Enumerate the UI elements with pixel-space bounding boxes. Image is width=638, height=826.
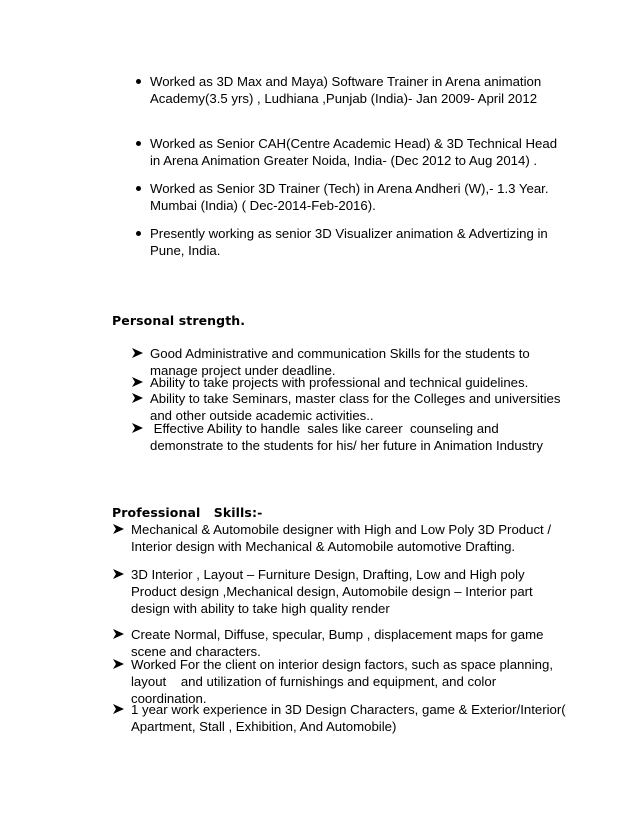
arrow-bullet-icon	[113, 569, 124, 579]
experience-line: Presently working as senior 3D Visualizer animation & Advertizing in	[150, 226, 548, 241]
strength-line: manage project under deadline.	[150, 363, 336, 378]
arrow-bullet-icon	[132, 377, 143, 387]
skill-line: 1 year work experience in 3D Design Characters, game & Exterior/Interior(	[131, 702, 566, 717]
strength-line: Good Administrative and communication Skills for the students to	[150, 346, 530, 361]
skill-line: 3D Interior , Layout – Furniture Design, Drafting, Low and High poly	[131, 567, 525, 582]
bullet-icon	[136, 231, 141, 236]
experience-line: Mumbai (India) ( Dec-2014-Feb-2016).	[150, 198, 376, 213]
skill-line: Create Normal, Diffuse, specular, Bump , displacement maps for game	[131, 627, 544, 642]
strength-line: demonstrate to the students for his/ her future in Animation Industry	[150, 438, 543, 453]
experience-line: Worked as Senior 3D Trainer (Tech) in Arena Andheri (W),- 1.3 Year.	[150, 181, 549, 196]
bullet-icon	[136, 141, 141, 146]
personal-strength-heading: Personal strength.	[112, 313, 246, 328]
strength-line: and other outside academic activities..	[150, 408, 374, 423]
skill-line: Worked For the client on interior design factors, such as space planning,	[131, 657, 553, 672]
skill-line: design with ability to take high quality render	[131, 601, 390, 616]
skill-line: scene and characters.	[131, 644, 261, 659]
experience-line: Worked as Senior CAH(Centre Academic Head) & 3D Technical Head	[150, 136, 558, 151]
skill-line: coordination.	[131, 691, 207, 706]
experience-line: Pune, India.	[150, 243, 221, 258]
experience-line: Academy(3.5 yrs) , Ludhiana ,Punjab (India)- Jan 2009- April 2012	[150, 91, 538, 106]
skill-line: Interior design with Mechanical & Automobile automotive Drafting.	[131, 539, 516, 554]
strength-line: Ability to take Seminars, master class for the Colleges and universities	[150, 391, 561, 406]
skill-line: Product design ,Mechanical design, Automobile design – Interior part	[131, 584, 533, 599]
skill-line: Mechanical & Automobile designer with High and Low Poly 3D Product /	[131, 522, 552, 537]
arrow-bullet-icon	[132, 348, 143, 358]
strength-line: Effective Ability to handle sales like career counseling and	[150, 421, 499, 436]
bullet-icon	[136, 186, 141, 191]
skill-line: Apartment, Stall , Exhibition, And Automobile)	[131, 719, 397, 734]
strength-line: Ability to take projects with professional and technical guidelines.	[150, 375, 529, 390]
experience-line: Worked as 3D Max and Maya) Software Trainer in Arena animation	[150, 74, 542, 89]
professional-skills-heading: Professional Skills:-	[112, 505, 263, 520]
arrow-bullet-icon	[113, 704, 124, 714]
arrow-bullet-icon	[132, 393, 143, 403]
arrow-bullet-icon	[113, 659, 124, 669]
arrow-bullet-icon	[113, 524, 124, 534]
experience-line: in Arena Animation Greater Noida, India- (Dec 2012 to Aug 2014) .	[150, 153, 538, 168]
arrow-bullet-icon	[132, 423, 143, 433]
skill-line: layout and utilization of furnishings and equipment, and color	[131, 674, 497, 689]
arrow-bullet-icon	[113, 629, 124, 639]
bullet-icon	[136, 79, 141, 84]
